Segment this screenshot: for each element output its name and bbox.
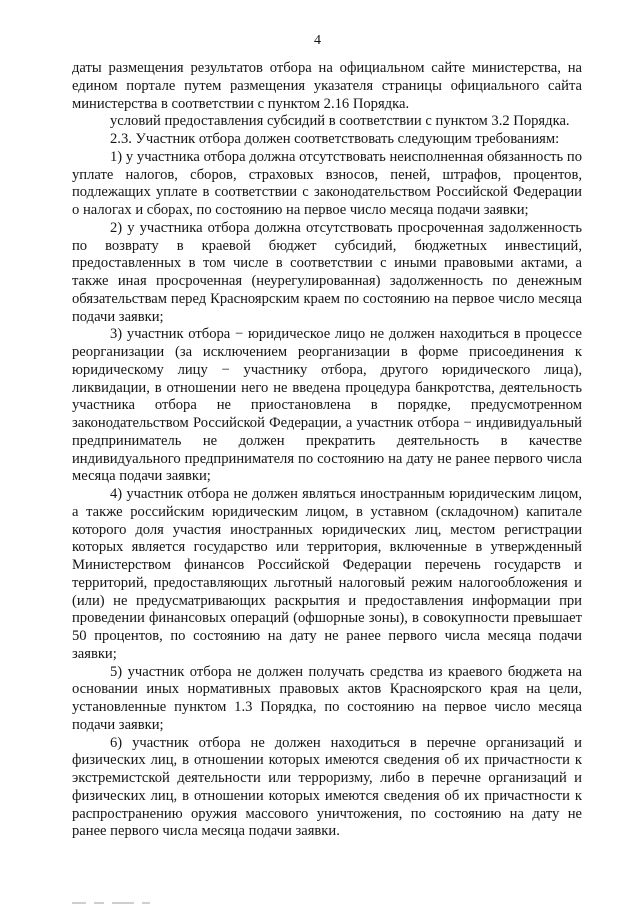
requirement-item-2: 2) у участника отбора должна отсутствовать просроченная задолженность по возврату в краевой бюджет субсидий, бюджетных инвестиций, предоставленных в том числе в соответствии с иными правовыми актами, а также иная просроченная (неурегулированная) задолженность по денежным обязательствам перед Красноярским краем по состоянию на первое число месяца подачи заявки; (72, 219, 582, 325)
paragraph-subsidy-conditions: условий предоставления субсидий в соответствии с пунктом 3.2 Порядка. (110, 113, 570, 130)
scan-artifact (72, 894, 192, 900)
requirement-item-3: 3) участник отбора − юридическое лицо не должен находиться в процессе реорганизации (за исключением реорганизации в форме присоединения к юридическому лицу − участнику отбора, другого юридического лица), ликвидации, в отношении него не введена процедура банкротства, деятельность участника отбора не приостановлена в порядке, предусмотренном законодательством Российской Федерации, а участник отбора − индивидуальный предприниматель не должен прекратить деятельность в качестве индивидуального предпринимателя по состоянию на дату не ранее первого числа месяца подачи заявки; (72, 326, 582, 485)
paragraph-section-2-3: 2.3. Участник отбора должен соответствовать следующим требованиям: (110, 131, 560, 147)
paragraph-publication-date: даты размещения результатов отбора на официальном сайте министерства, на едином портале путем размещения указателя страницы официального сайта министерства в соответствии с пунктом 2.16 Порядка. (72, 60, 582, 112)
requirement-item-6: 6) участник отбора не должен находиться в перечне организаций и физических лиц, в отношении которых имеются сведения об их причастности к экстремистской деятельности или терроризму, либо в перечне организаций и физических лиц, в отношении которых имеются сведения об их причастности к распространению оружия массового уничтожения, по состоянию на дату не ранее первого числа месяца подачи заявки. (72, 734, 582, 840)
document-body (72, 60, 582, 841)
requirement-item-1: 1) у участника отбора должна отсутствовать неисполненная обязанность по уплате налогов, сборов, страховых взносов, пеней, штрафов, процентов, подлежащих уплате в соответствии с законодательством Российской Федерации о налогах и сборах, по состоянию на первое число месяца подачи заявки; (72, 148, 582, 218)
page-number: 4 (314, 33, 321, 48)
requirement-item-4: 4) участник отбора не должен являться иностранным юридическим лицом, а также российским юридическим лицом, в уставном (складочном) капитале которого доля участия иностранных юридических лиц, местом регистрации которых является государство или территория, включенные в утвержденный Министерством финансов Российской Федерации перечень государств и территорий, предоставляющих льготный налоговый режим налогообложения и (или) не предусматривающих раскрытия и предоставления информации при проведении финансовых операций (офшорные зоны), в совокупности превышает 50 процентов, по состоянию на дату не ранее первого числа месяца подачи заявки; (72, 486, 582, 662)
requirement-item-5: 5) участник отбора не должен получать средства из краевого бюджета на основании иных нормативных правовых актов Красноярского края на цели, установленные пунктом 1.3 Порядка, по состоянию на первое число месяца подачи заявки; (72, 663, 582, 733)
